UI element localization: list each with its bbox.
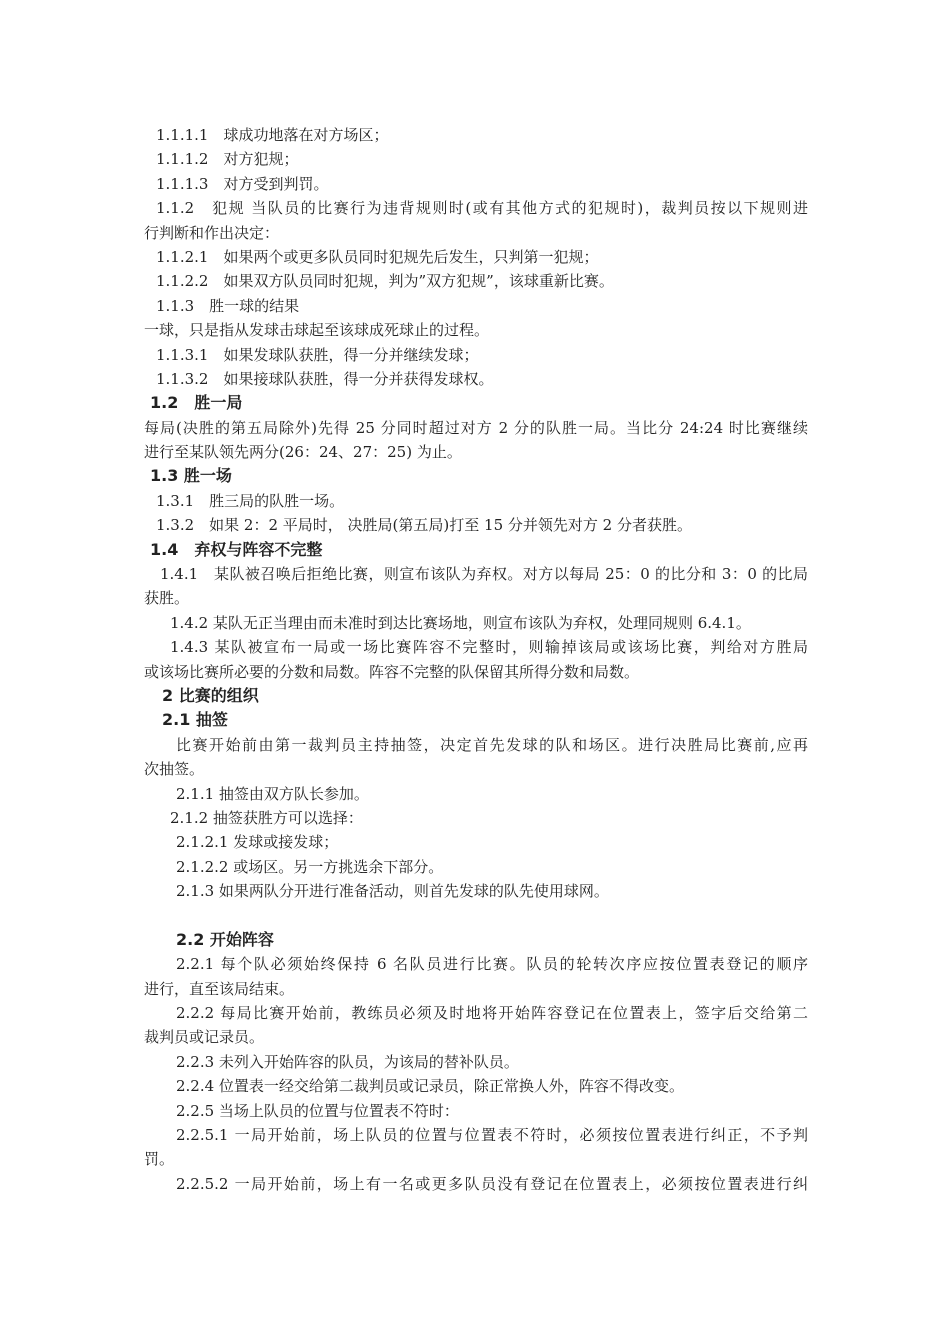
text-line: 1.1.2.2 如果双方队员同时犯规，判为”双方犯规”，该球重新比赛。 [156, 272, 614, 291]
text-line: 1.1.1.3 对方受到判罚。 [156, 174, 329, 193]
text-line: 2.1.2 抽签获胜方可以选择： [170, 808, 363, 827]
text-line: 1.4.2 某队无正当理由而未准时到达比赛场地，则宣布该队为弃权，处理同规则 6.4.1。 [170, 613, 751, 632]
text-line: 2.2.5.2 一局开始前，场上有一名或更多队员没有登记在位置表上，必须按位置表进行纠 [176, 1174, 808, 1193]
text-line: 2.2.5 当场上队员的位置与位置表不符时： [176, 1101, 459, 1120]
section-heading: 2.2 开始阵容 [176, 929, 274, 949]
text-line: 或该场比赛所必要的分数和局数。阵容不完整的队保留其所得分数和局数。 [144, 662, 640, 681]
text-line: 2.1.2.2 或场区。另一方挑选余下部分。 [176, 857, 444, 876]
text-line: 比赛开始前由第一裁判员主持抽签，决定首先发球的队和场区。进行决胜局比赛前,应再 [176, 735, 808, 754]
text-line: 罚。 [144, 1150, 175, 1169]
blank-line [144, 904, 808, 928]
text-line: 1.1.3 胜一球的结果 [156, 296, 300, 315]
section-heading: 1.3 胜一场 [150, 466, 232, 486]
text-line: 1.1.2.1 如果两个或更多队员同时犯规先后发生，只判第一犯规； [156, 247, 599, 266]
document-body [144, 123, 808, 1196]
text-line: 1.1.1.1 球成功地落在对方场区； [156, 126, 389, 144]
text-line: 2.2.5.1 一局开始前，场上队员的位置与位置表不符时，必须按位置表进行纠正，不予判 [176, 1126, 808, 1145]
text-line: 2.1.3 如果两队分开进行准备活动，则首先发球的队先使用球网。 [176, 882, 609, 901]
text-line: 2.1.2.1 发球或接发球； [176, 833, 339, 852]
text-line: 1.1.3.2 如果接球队获胜，得一分并获得发球权。 [156, 369, 494, 388]
text-line: 进行，直至该局结束。 [144, 979, 295, 998]
text-line: 进行至某队领先两分(26：24、27：25) 为止。 [144, 443, 462, 462]
chapter-heading: 2 比赛的组织 [162, 685, 259, 705]
text-line: 1.3.2 如果 2：2 平局时， 决胜局(第五局)打至 15 分并领先对方 2 分者获胜。 [156, 516, 692, 535]
text-line: 2.2.4 位置表一经交给第二裁判员或记录员，除正常换人外，阵容不得改变。 [176, 1077, 684, 1096]
text-line: 裁判员或记录员。 [144, 1028, 265, 1047]
text-line: 次抽签。 [144, 760, 205, 779]
text-line: 2.2.3 未列入开始阵容的队员，为该局的替补队员。 [176, 1052, 519, 1071]
text-line: 1.4.3 某队被宣布一局或一场比赛阵容不完整时，则输掉该局或该场比赛，判给对方胜局 [170, 638, 808, 657]
section-heading: 1.4 弃权与阵容不完整 [150, 539, 323, 559]
text-line: 获胜。 [144, 589, 190, 608]
text-line: 一球，只是指从发球击球起至该球成死球止的过程。 [144, 321, 490, 340]
text-line: 2.2.2 每局比赛开始前，教练员必须及时地将开始阵容登记在位置表上，签字后交给第二 [176, 1004, 808, 1023]
text-line: 1.1.2 犯规 当队员的比赛行为违背规则时(或有其他方式的犯规时)，裁判员按以下规则进 [156, 199, 808, 218]
section-heading: 1.2 胜一局 [150, 393, 243, 413]
text-line: 每局(决胜的第五局除外)先得 25 分同时超过对方 2 分的队胜一局。当比分 24:24 时比赛继续 [144, 418, 808, 437]
text-line: 2.1.1 抽签由双方队长参加。 [176, 784, 369, 803]
text-line: 1.3.1 胜三局的队胜一场。 [156, 491, 345, 510]
text-line: 2.2.1 每个队必须始终保持 6 名队员进行比赛。队员的轮转次序应按位置表登记的顺序 [176, 955, 808, 974]
text-line: 1.4.1 某队被召唤后拒绝比赛，则宣布该队为弃权。对方以每局 25：0 的比分和 3：0 的比局 [160, 565, 808, 584]
text-line: 行判断和作出决定： [144, 223, 280, 242]
section-heading: 2.1 抽签 [162, 710, 228, 730]
text-line: 1.1.1.2 对方犯规； [156, 150, 299, 169]
text-line: 1.1.3.1 如果发球队获胜，得一分并继续发球； [156, 345, 479, 364]
